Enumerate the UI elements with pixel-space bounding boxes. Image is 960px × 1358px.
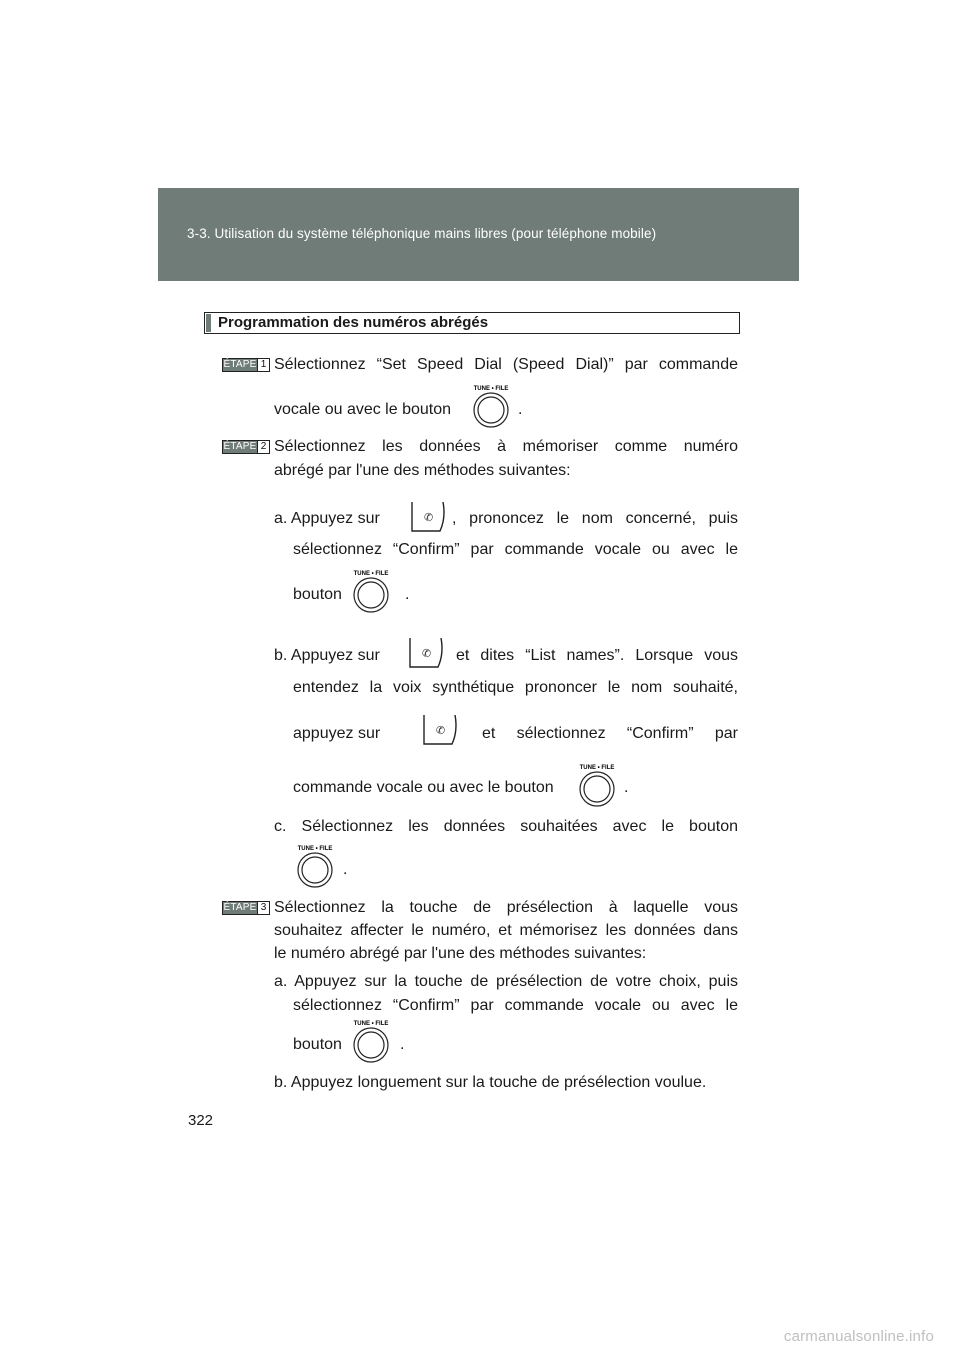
knob-label: TUNE • FILE — [353, 1021, 389, 1027]
step3-line2: souhaitez affecter le numéro, et mémorisez les données dans — [274, 922, 738, 939]
tune-file-knob-icon — [350, 568, 392, 614]
tune-file-knob-icon — [294, 843, 336, 889]
section-heading-title: Programmation des numéros abrégés — [218, 314, 489, 331]
step2a-prefix: a. Appuyez sur — [274, 510, 380, 527]
page-number: 322 — [188, 1112, 214, 1129]
talk-switch-icon — [422, 713, 460, 747]
step-badge-label: ÉTAPE — [223, 902, 257, 913]
step1-period: . — [518, 401, 523, 418]
tune-file-knob-icon — [350, 1018, 392, 1064]
step2a-period: . — [405, 586, 410, 603]
step2b-line2: entendez la voix synthétique prononcer le nom souhaité, — [293, 679, 738, 696]
step2b-line1-rest: et dites “List names”. Lorsque vous — [456, 647, 738, 664]
step-badge-1 — [222, 358, 270, 372]
step2a-line1-rest: , prononcez le nom concerné, puis — [452, 510, 738, 527]
talk-switch-icon — [408, 636, 446, 670]
chapter-header-title: 3-3. Utilisation du système téléphonique mains libres (pour téléphone mobile) — [187, 226, 657, 241]
step3b-line1: b. Appuyez longuement sur la touche de présélection voulue. — [274, 1074, 707, 1091]
step2-line1: Sélectionnez les données à mémoriser comme numéro — [274, 438, 738, 455]
step-badge-3 — [222, 901, 270, 915]
step-badge-label: ÉTAPE — [223, 441, 257, 452]
tune-file-knob-icon — [470, 383, 512, 429]
step-badge-number: 3 — [257, 902, 269, 914]
step2a-line2: sélectionnez “Confirm” par commande vocale ou avec le — [293, 541, 738, 558]
tune-file-knob-icon — [576, 762, 618, 808]
svg-text:✆: ✆ — [436, 724, 446, 737]
step3a-period: . — [400, 1036, 405, 1053]
step3-line3: le numéro abrégé par l'une des méthodes suivantes: — [274, 945, 647, 962]
svg-text:✆: ✆ — [422, 647, 432, 660]
talk-switch-icon — [410, 500, 448, 534]
step-badge-label: ÉTAPE — [223, 359, 257, 370]
step3-line1: Sélectionnez la touche de présélection à laquelle vous — [274, 899, 738, 916]
section-heading-marker — [206, 314, 211, 332]
knob-label: TUNE • FILE — [353, 571, 389, 577]
step2a-line3: bouton — [293, 586, 342, 603]
step2c-line1: c. Sélectionnez les données souhaitées avec le bouton — [274, 818, 738, 835]
step2b-period: . — [624, 779, 629, 796]
step1-line2: vocale ou avec le bouton — [274, 401, 452, 418]
knob-label: TUNE • FILE — [473, 386, 509, 392]
section-heading-box — [204, 312, 740, 334]
chapter-header-band — [158, 188, 799, 281]
svg-text:✆: ✆ — [424, 511, 434, 524]
watermark: carmanualsonline.info — [783, 1328, 934, 1345]
step-badge-number: 1 — [257, 359, 269, 371]
step-badge-number: 2 — [257, 441, 269, 453]
step3a-line3: bouton — [293, 1036, 342, 1053]
step2b-line3-prefix: appuyez sur — [293, 725, 381, 742]
step3a-line1: a. Appuyez sur la touche de présélection de votre choix, puis — [274, 973, 738, 990]
step2b-line3-rest: et sélectionnez “Confirm” par — [482, 725, 738, 742]
knob-label: TUNE • FILE — [579, 765, 615, 771]
step3a-line2: sélectionnez “Confirm” par commande vocale ou avec le — [293, 997, 738, 1014]
step-badge-2 — [222, 440, 270, 454]
step2b-line4: commande vocale ou avec le bouton — [293, 779, 554, 796]
step2-line2: abrégé par l'une des méthodes suivantes: — [274, 462, 571, 479]
step2b-prefix: b. Appuyez sur — [274, 647, 380, 664]
step2c-period: . — [343, 861, 348, 878]
step1-line1: Sélectionnez “Set Speed Dial (Speed Dial)” par commande — [274, 356, 738, 373]
knob-label: TUNE • FILE — [297, 846, 333, 852]
